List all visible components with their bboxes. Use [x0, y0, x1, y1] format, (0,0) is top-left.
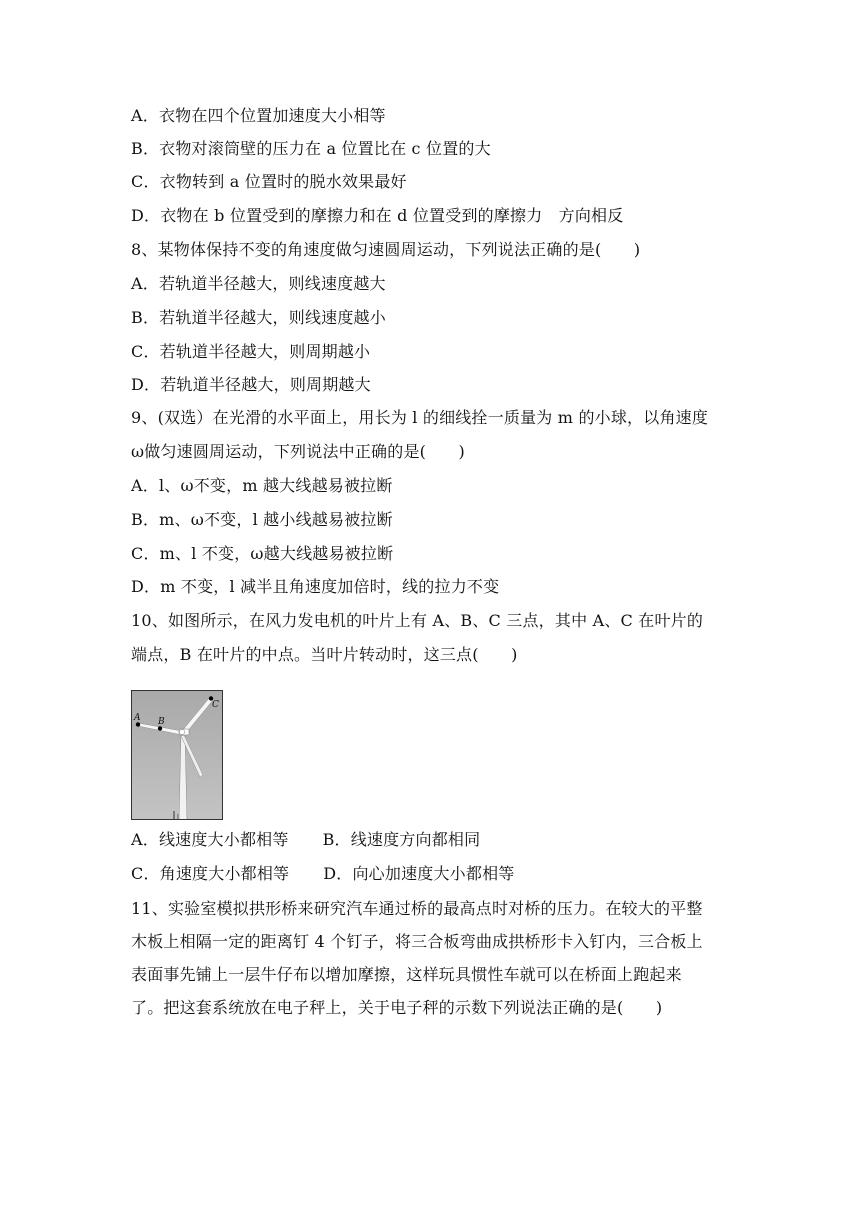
q8-option-c: C．若轨道半径越大，则周期越小: [131, 342, 371, 361]
q10-option-c: C．角速度大小都相等: [131, 864, 290, 883]
q10-stem-line-1: 10、如图所示，在风力发电机的叶片上有 A、B、C 三点，其中 A、C 在叶片的: [131, 611, 704, 630]
q11-stem-line-1: 11、实验室模拟拱形桥来研究汽车通过桥的最高点时对桥的压力。在较大的平整: [131, 899, 703, 918]
wind-turbine-figure: [131, 690, 223, 820]
point-b-label: B: [158, 717, 165, 727]
point-a-label: A: [134, 713, 141, 723]
point-c-label: C: [212, 700, 219, 710]
q8-stem: 8、某物体保持不变的角速度做匀速圆周运动，下列说法正确的是( ): [131, 240, 641, 259]
q9-option-b: B．m、ω不变，l 越小线越易被拉断: [131, 510, 393, 529]
q9-stem-line-1: 9、(双选）在光滑的水平面上，用长为 l 的细线拴一质量为 m 的小球，以角速度: [131, 408, 709, 427]
q10-options-row-1: [131, 829, 480, 851]
q10-options-row-2: [131, 863, 514, 885]
q9-option-d: D．m 不变，l 减半且角速度加倍时，线的拉力不变: [131, 577, 500, 596]
q9-stem-line-2: ω做匀速圆周运动，下列说法中正确的是( ): [131, 442, 465, 461]
q8-option-d: D．若轨道半径越大，则周期越大: [131, 375, 371, 394]
q7-option-c: C．衣物转到 a 位置时的脱水效果最好: [131, 172, 407, 191]
q7-option-d: D．衣物在 b 位置受到的摩擦力和在 d 位置受到的摩擦力 方向相反: [131, 206, 624, 225]
q10-option-d: D．向心加速度大小都相等: [323, 864, 515, 883]
q9-option-c: C．m、l 不变，ω越大线越易被拉断: [131, 544, 394, 563]
q9-option-a: A．l、ω不变，m 越大线越易被拉断: [131, 476, 393, 495]
q7-option-b: B．衣物对滚筒壁的压力在 a 位置比在 c 位置的大: [131, 139, 491, 158]
q10-option-b: B．线速度方向都相同: [322, 830, 481, 849]
q11-stem-line-2: 木板上相隔一定的距离钉 4 个钉子，将三合板弯曲成拱桥形卡入钉内，三合板上: [131, 932, 703, 951]
wind-turbine-icon: [132, 691, 223, 820]
q10-option-a: A．线速度大小都相等: [131, 830, 289, 849]
q11-stem-line-4: 了。把这套系统放在电子秤上，关于电子秤的示数下列说法正确的是( ): [131, 998, 663, 1017]
q10-stem-line-2: 端点，B 在叶片的中点。当叶片转动时，这三点( ): [131, 645, 518, 664]
q11-stem-line-3: 表面事先铺上一层牛仔布以增加摩擦，这样玩具惯性车就可以在桥面上跑起来: [131, 965, 682, 984]
q8-option-b: B．若轨道半径越大，则线速度越小: [131, 308, 386, 327]
q7-option-a: A．衣物在四个位置加速度大小相等: [131, 106, 386, 125]
q8-option-a: A．若轨道半径越大，则线速度越大: [131, 274, 386, 293]
